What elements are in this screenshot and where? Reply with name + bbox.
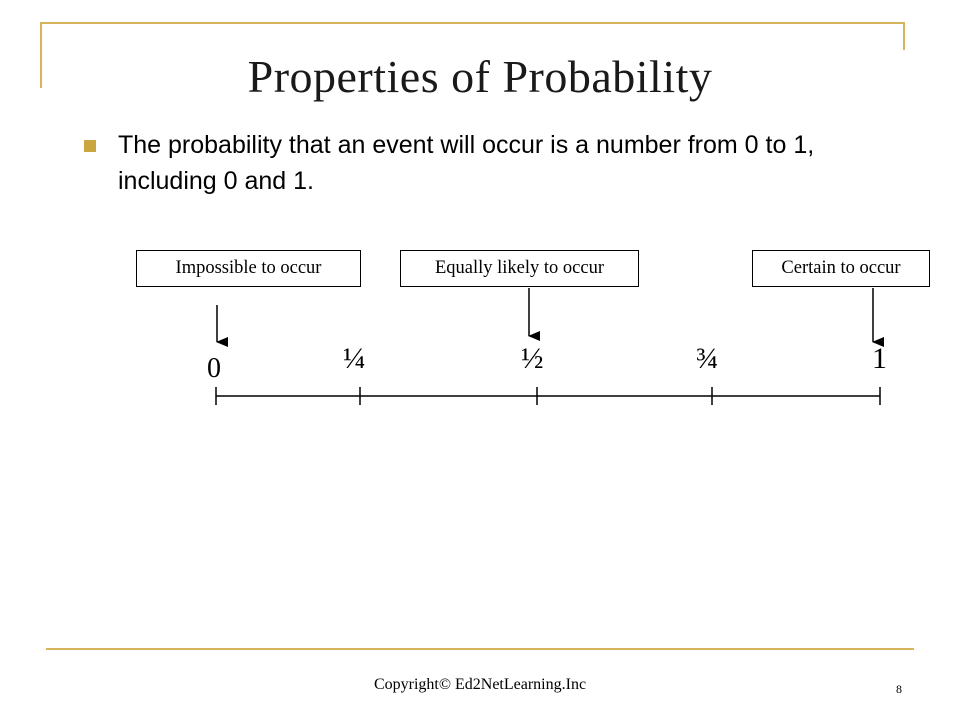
tick-label-1: 1: [872, 342, 887, 375]
callout-certain: Certain to occur: [752, 250, 930, 287]
tick-label-quarter: ¼: [343, 342, 366, 375]
footer-copyright: Copyright© Ed2NetLearning.Inc: [373, 676, 587, 693]
callout-equally-likely: Equally likely to occur: [400, 250, 639, 287]
callout-impossible: Impossible to occur: [136, 250, 361, 287]
slide-title: Properties of Probability: [247, 51, 713, 102]
bullet-text: The probability that an event will occur is a number from 0 to 1, including 0 and 1.: [118, 131, 815, 195]
tick-label-three-quarters: ¾: [696, 342, 719, 375]
page-number: 8: [896, 682, 902, 696]
tick-label-0: 0: [207, 353, 221, 384]
tick-label-half: ½: [521, 342, 544, 375]
